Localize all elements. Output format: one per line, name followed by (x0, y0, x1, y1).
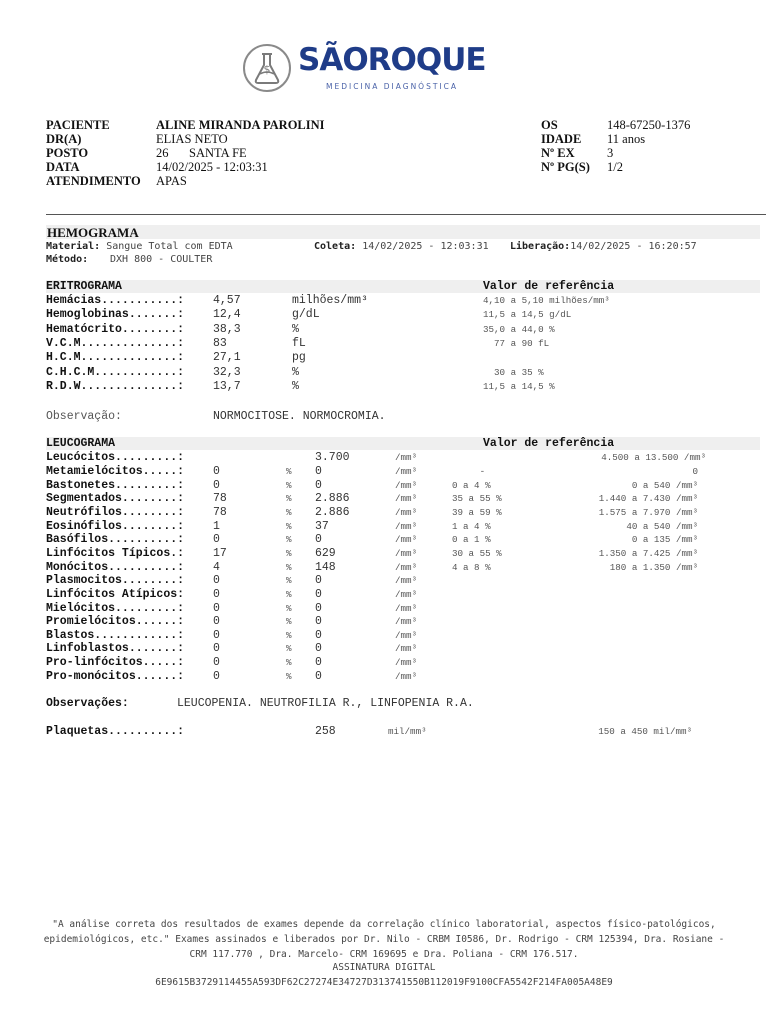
cell-relative: 78 (213, 492, 227, 506)
test-value: 27,1 (213, 351, 241, 365)
logo (240, 40, 500, 96)
cell-ref-absolute: 180 a 1.350 /mm³ (609, 561, 698, 573)
eritrograma-row (0, 308, 768, 322)
cell-label: Mielócitos.........: (46, 601, 185, 615)
leucograma-row (0, 615, 768, 629)
percent-sign: % (286, 534, 292, 546)
cell-absolute: 37 (315, 519, 329, 533)
eritro-obs-value: NORMOCITOSE. NORMOCROMIA. (213, 410, 386, 423)
cell-label: Bastonetes.........: (46, 478, 185, 492)
leucocitos-label: Leucócitos.........: (46, 451, 185, 464)
test-label: C.H.C.M............: (46, 365, 185, 379)
cell-label: Linfócitos Típicos.: (46, 546, 185, 560)
percent-sign: % (286, 561, 292, 573)
test-unit: % (292, 365, 299, 379)
cell-relative: 0 (213, 533, 220, 547)
cell-unit: /mm³ (395, 602, 418, 614)
metodo-line (46, 254, 212, 265)
leucocitos-ref: 4.500 a 13.500 /mm³ (601, 452, 706, 463)
test-value: 32,3 (213, 365, 241, 379)
brand-name: SÃOROQUE (298, 42, 486, 78)
leucograma-row (0, 492, 768, 506)
percent-sign: % (286, 588, 292, 600)
liberacao-value: 14/02/2025 - 16:20:57 (570, 241, 697, 252)
material-value: Sangue Total com EDTA (106, 241, 233, 252)
test-value: 13,7 (213, 379, 241, 393)
cell-label: Linfócitos Atípicos: (46, 587, 185, 601)
material-line (46, 241, 233, 252)
leuco-obs-label: Observações: (46, 697, 129, 710)
header-divider (46, 214, 766, 215)
cell-absolute: 629 (315, 546, 336, 560)
test-value: 38,3 (213, 322, 241, 336)
percent-sign: % (286, 466, 292, 477)
plaquetas-ref: 150 a 450 mil/mm³ (598, 726, 692, 737)
cell-label: Basófilos..........: (46, 533, 185, 547)
cell-relative: 0 (213, 465, 220, 478)
test-reference: 30 a 35 % (483, 366, 544, 378)
atendimento-label: ATENDIMENTO (46, 174, 141, 188)
percent-sign: % (286, 616, 292, 628)
cell-unit: /mm³ (395, 657, 418, 669)
cell-ref-relative: 35 a 55 % (452, 493, 502, 505)
exam-count-label: Nº EX (541, 146, 575, 160)
leucocitos-abs: 3.700 (315, 451, 350, 464)
signature-hash: 6E9615B3729114455A593DF62C27274E34727D313741550B112019F9100CFA5542F214FA005A48E9 (155, 977, 613, 988)
coleta-line (314, 241, 489, 252)
cell-unit: /mm³ (395, 534, 418, 546)
cell-unit: /mm³ (395, 670, 418, 682)
test-reference: 11,5 a 14,5 % (483, 380, 555, 392)
test-label: V.C.M..............: (46, 336, 185, 350)
cell-label: Pro-linfócitos.....: (46, 656, 185, 670)
pages-label: Nº PG(S) (541, 160, 590, 174)
cell-relative: 0 (213, 656, 220, 670)
cell-label: Blastos............: (46, 628, 185, 642)
percent-sign: % (286, 629, 292, 641)
date-value: 14/02/2025 - 12:03:31 (156, 160, 268, 174)
patient-name: ALINE MIRANDA PAROLINI (156, 118, 325, 132)
percent-sign: % (286, 493, 292, 505)
cell-label: Segmentados........: (46, 492, 185, 506)
test-unit: milhões/mm³ (292, 294, 368, 307)
cell-unit: /mm³ (395, 629, 418, 641)
os-value: 148-67250-1376 (607, 118, 691, 132)
cell-label: Metamielócitos.....: (46, 465, 185, 478)
eritrograma-title: ERITROGRAMA (46, 280, 122, 293)
coleta-label: Coleta: (314, 241, 357, 252)
leucograma-row (0, 561, 768, 575)
test-unit: fL (292, 336, 306, 350)
test-label: H.C.M..............: (46, 351, 185, 365)
leucocitos-row (0, 451, 768, 465)
liberacao-label: Liberação: (510, 241, 571, 252)
cell-relative: 0 (213, 628, 220, 642)
cell-absolute: 0 (315, 478, 322, 492)
percent-sign: % (286, 547, 292, 559)
test-unit: % (292, 379, 299, 393)
metodo-label: Método: (46, 254, 89, 265)
test-label: R.D.W..............: (46, 379, 185, 393)
cell-absolute: 0 (315, 601, 322, 615)
percent-sign: % (286, 575, 292, 587)
eritrograma-band (46, 280, 760, 293)
leucograma-row (0, 465, 768, 479)
exam-title: HEMOGRAMA (47, 225, 139, 240)
plaquetas-row (0, 725, 768, 739)
leucograma-row (0, 656, 768, 670)
doctor-name: ELIAS NETO (156, 132, 228, 146)
test-unit: pg (292, 351, 306, 365)
flask-logo-icon (242, 43, 292, 93)
leuco-obs-value: LEUCOPENIA. NEUTROFILIA R., LINFOPENIA R.A. (177, 697, 474, 710)
plaquetas-unit: mil/mm³ (388, 726, 427, 737)
cell-label: Monócitos..........: (46, 560, 185, 574)
pages-value: 1/2 (607, 160, 623, 174)
eritrograma-row (0, 366, 768, 380)
cell-unit: /mm³ (395, 520, 418, 532)
footer-disclaimer: "A análise correta dos resultados de exames depende da correlação clínico laboratorial, aspectos físico-patológicos, epidemiológicos, etc." Exames assinados e liberados por Dr. Nilo - CRBM I0586, Dr. Rodrigo - CRM 125394, Dra. Rosiane - CRM 117.770 , Dra. Marcelo- CRM 169695 e Dra. Poliana - CRM 176.517. (43, 919, 725, 960)
eritrograma-row (0, 380, 768, 394)
leucograma-row (0, 670, 768, 684)
cell-ref-absolute: 0 a 135 /mm³ (631, 534, 698, 546)
leucograma-ref-title: Valor de referência (483, 437, 615, 450)
cell-relative: 4 (213, 560, 220, 574)
cell-relative: 17 (213, 546, 227, 560)
eritrograma-row (0, 323, 768, 337)
patient-info (46, 118, 746, 190)
cell-ref-relative: 30 a 55 % (452, 547, 502, 559)
liberacao-line (510, 241, 697, 252)
cell-label: Plasmocitos........: (46, 574, 185, 588)
leucograma-row (0, 520, 768, 534)
cell-unit: /mm³ (395, 506, 418, 518)
percent-sign: % (286, 520, 292, 532)
percent-sign: % (286, 479, 292, 491)
test-unit: g/dL (292, 308, 320, 322)
material-label: Material: (46, 241, 101, 252)
cell-ref-relative: 1 a 4 % (452, 520, 491, 532)
cell-unit: /mm³ (395, 588, 418, 600)
os-label: OS (541, 118, 558, 132)
leucograma-row (0, 479, 768, 493)
cell-label: Pro-monócitos......: (46, 669, 185, 683)
leucograma-row (0, 574, 768, 588)
cell-relative: 0 (213, 574, 220, 588)
cell-unit: /mm³ (395, 575, 418, 587)
cell-unit: /mm³ (395, 643, 418, 655)
percent-sign: % (286, 670, 292, 682)
cell-unit: /mm³ (395, 547, 418, 559)
plaquetas-value: 258 (315, 725, 336, 738)
eritrograma-row (0, 337, 768, 351)
cell-unit: /mm³ (395, 466, 418, 477)
cell-unit: /mm³ (395, 561, 418, 573)
cell-ref-relative: - (452, 466, 486, 477)
posto-number: 26 (156, 146, 169, 160)
percent-sign: % (286, 602, 292, 614)
cell-absolute: 0 (315, 465, 322, 478)
test-value: 12,4 (213, 308, 241, 322)
percent-sign: % (286, 506, 292, 518)
cell-label: Eosinófilos........: (46, 519, 185, 533)
cell-absolute: 0 (315, 533, 322, 547)
cell-relative: 0 (213, 669, 220, 683)
atendimento-value: APAS (156, 174, 187, 188)
hemograma-band (46, 225, 760, 239)
cell-label: Linfoblastos.......: (46, 642, 185, 656)
age-value: 11 anos (607, 132, 646, 146)
cell-relative: 0 (213, 587, 220, 601)
cell-absolute: 2.886 (315, 492, 350, 506)
eritrograma-row (0, 351, 768, 365)
cell-label: Promielócitos......: (46, 615, 185, 629)
patient-label: PACIENTE (46, 118, 110, 132)
exam-count-value: 3 (607, 146, 614, 160)
cell-label: Neutrófilos........: (46, 505, 185, 519)
brand-tagline: MEDICINA DIAGNÓSTICA (326, 82, 459, 91)
eritrograma-row (0, 294, 768, 308)
cell-relative: 0 (213, 601, 220, 615)
leucograma-row (0, 642, 768, 656)
cell-ref-relative: 39 a 59 % (452, 506, 502, 518)
date-label: DATA (46, 160, 80, 174)
eritro-obs-label: Observação: (46, 410, 122, 423)
percent-sign: % (286, 657, 292, 669)
cell-absolute: 0 (315, 628, 322, 642)
cell-relative: 0 (213, 642, 220, 656)
test-label: Hemoglobinas.......: (46, 308, 185, 322)
cell-ref-absolute: 1.575 a 7.970 /mm³ (598, 506, 698, 518)
cell-unit: /mm³ (395, 616, 418, 628)
age-label: IDADE (541, 132, 582, 146)
cell-absolute: 148 (315, 560, 336, 574)
cell-absolute: 0 (315, 615, 322, 629)
cell-absolute: 0 (315, 574, 322, 588)
coleta-value: 14/02/2025 - 12:03:31 (362, 241, 489, 252)
leucocitos-unit: /mm³ (395, 452, 418, 463)
test-value: 4,57 (213, 294, 241, 307)
posto-name: SANTA FE (189, 146, 247, 160)
cell-ref-absolute: 0 a 540 /mm³ (631, 479, 698, 491)
test-label: Hematócrito........: (46, 322, 185, 336)
signature-label: ASSINATURA DIGITAL (332, 962, 436, 973)
leucograma-title: LEUCOGRAMA (46, 437, 116, 450)
leucograma-row (0, 547, 768, 561)
cell-ref-absolute: 1.440 a 7.430 /mm³ (598, 493, 698, 505)
test-reference: 4,10 a 5,10 milhões/mm³ (483, 295, 610, 306)
test-label: Hemácias...........: (46, 294, 185, 307)
cell-absolute: 2.886 (315, 505, 350, 519)
eritrograma-ref-title: Valor de referência (483, 280, 615, 293)
cell-ref-absolute: 0 (692, 466, 698, 477)
cell-ref-absolute: 40 a 540 /mm³ (626, 520, 698, 532)
cell-absolute: 0 (315, 642, 322, 656)
test-reference: 11,5 a 14,5 g/dL (483, 309, 572, 321)
cell-ref-relative: 4 a 8 % (452, 561, 491, 573)
cell-unit: /mm³ (395, 493, 418, 505)
cell-relative: 0 (213, 478, 220, 492)
posto-label: POSTO (46, 146, 89, 160)
cell-absolute: 0 (315, 669, 322, 683)
cell-relative: 0 (213, 615, 220, 629)
cell-relative: 1 (213, 519, 220, 533)
cell-relative: 78 (213, 505, 227, 519)
cell-ref-relative: 0 a 4 % (452, 479, 491, 491)
cell-absolute: 0 (315, 656, 322, 670)
test-unit: % (292, 322, 299, 336)
leucograma-row (0, 588, 768, 602)
test-value: 83 (213, 336, 227, 350)
cell-unit: /mm³ (395, 479, 418, 491)
svg-text:$: $ (263, 63, 271, 76)
cell-absolute: 0 (315, 587, 322, 601)
leucograma-row (0, 506, 768, 520)
cell-ref-absolute: 1.350 a 7.425 /mm³ (598, 547, 698, 559)
test-reference: 77 a 90 fL (483, 337, 550, 349)
cell-ref-relative: 0 a 1 % (452, 534, 491, 546)
metodo-value: DXH 800 - COULTER (110, 254, 213, 265)
leucograma-row (0, 629, 768, 643)
leucograma-band (46, 437, 760, 450)
plaquetas-label: Plaquetas..........: (46, 725, 185, 738)
leucograma-row (0, 602, 768, 616)
leucograma-row (0, 533, 768, 547)
doctor-label: DR(A) (46, 132, 82, 146)
percent-sign: % (286, 643, 292, 655)
test-reference: 35,0 a 44,0 % (483, 323, 555, 335)
